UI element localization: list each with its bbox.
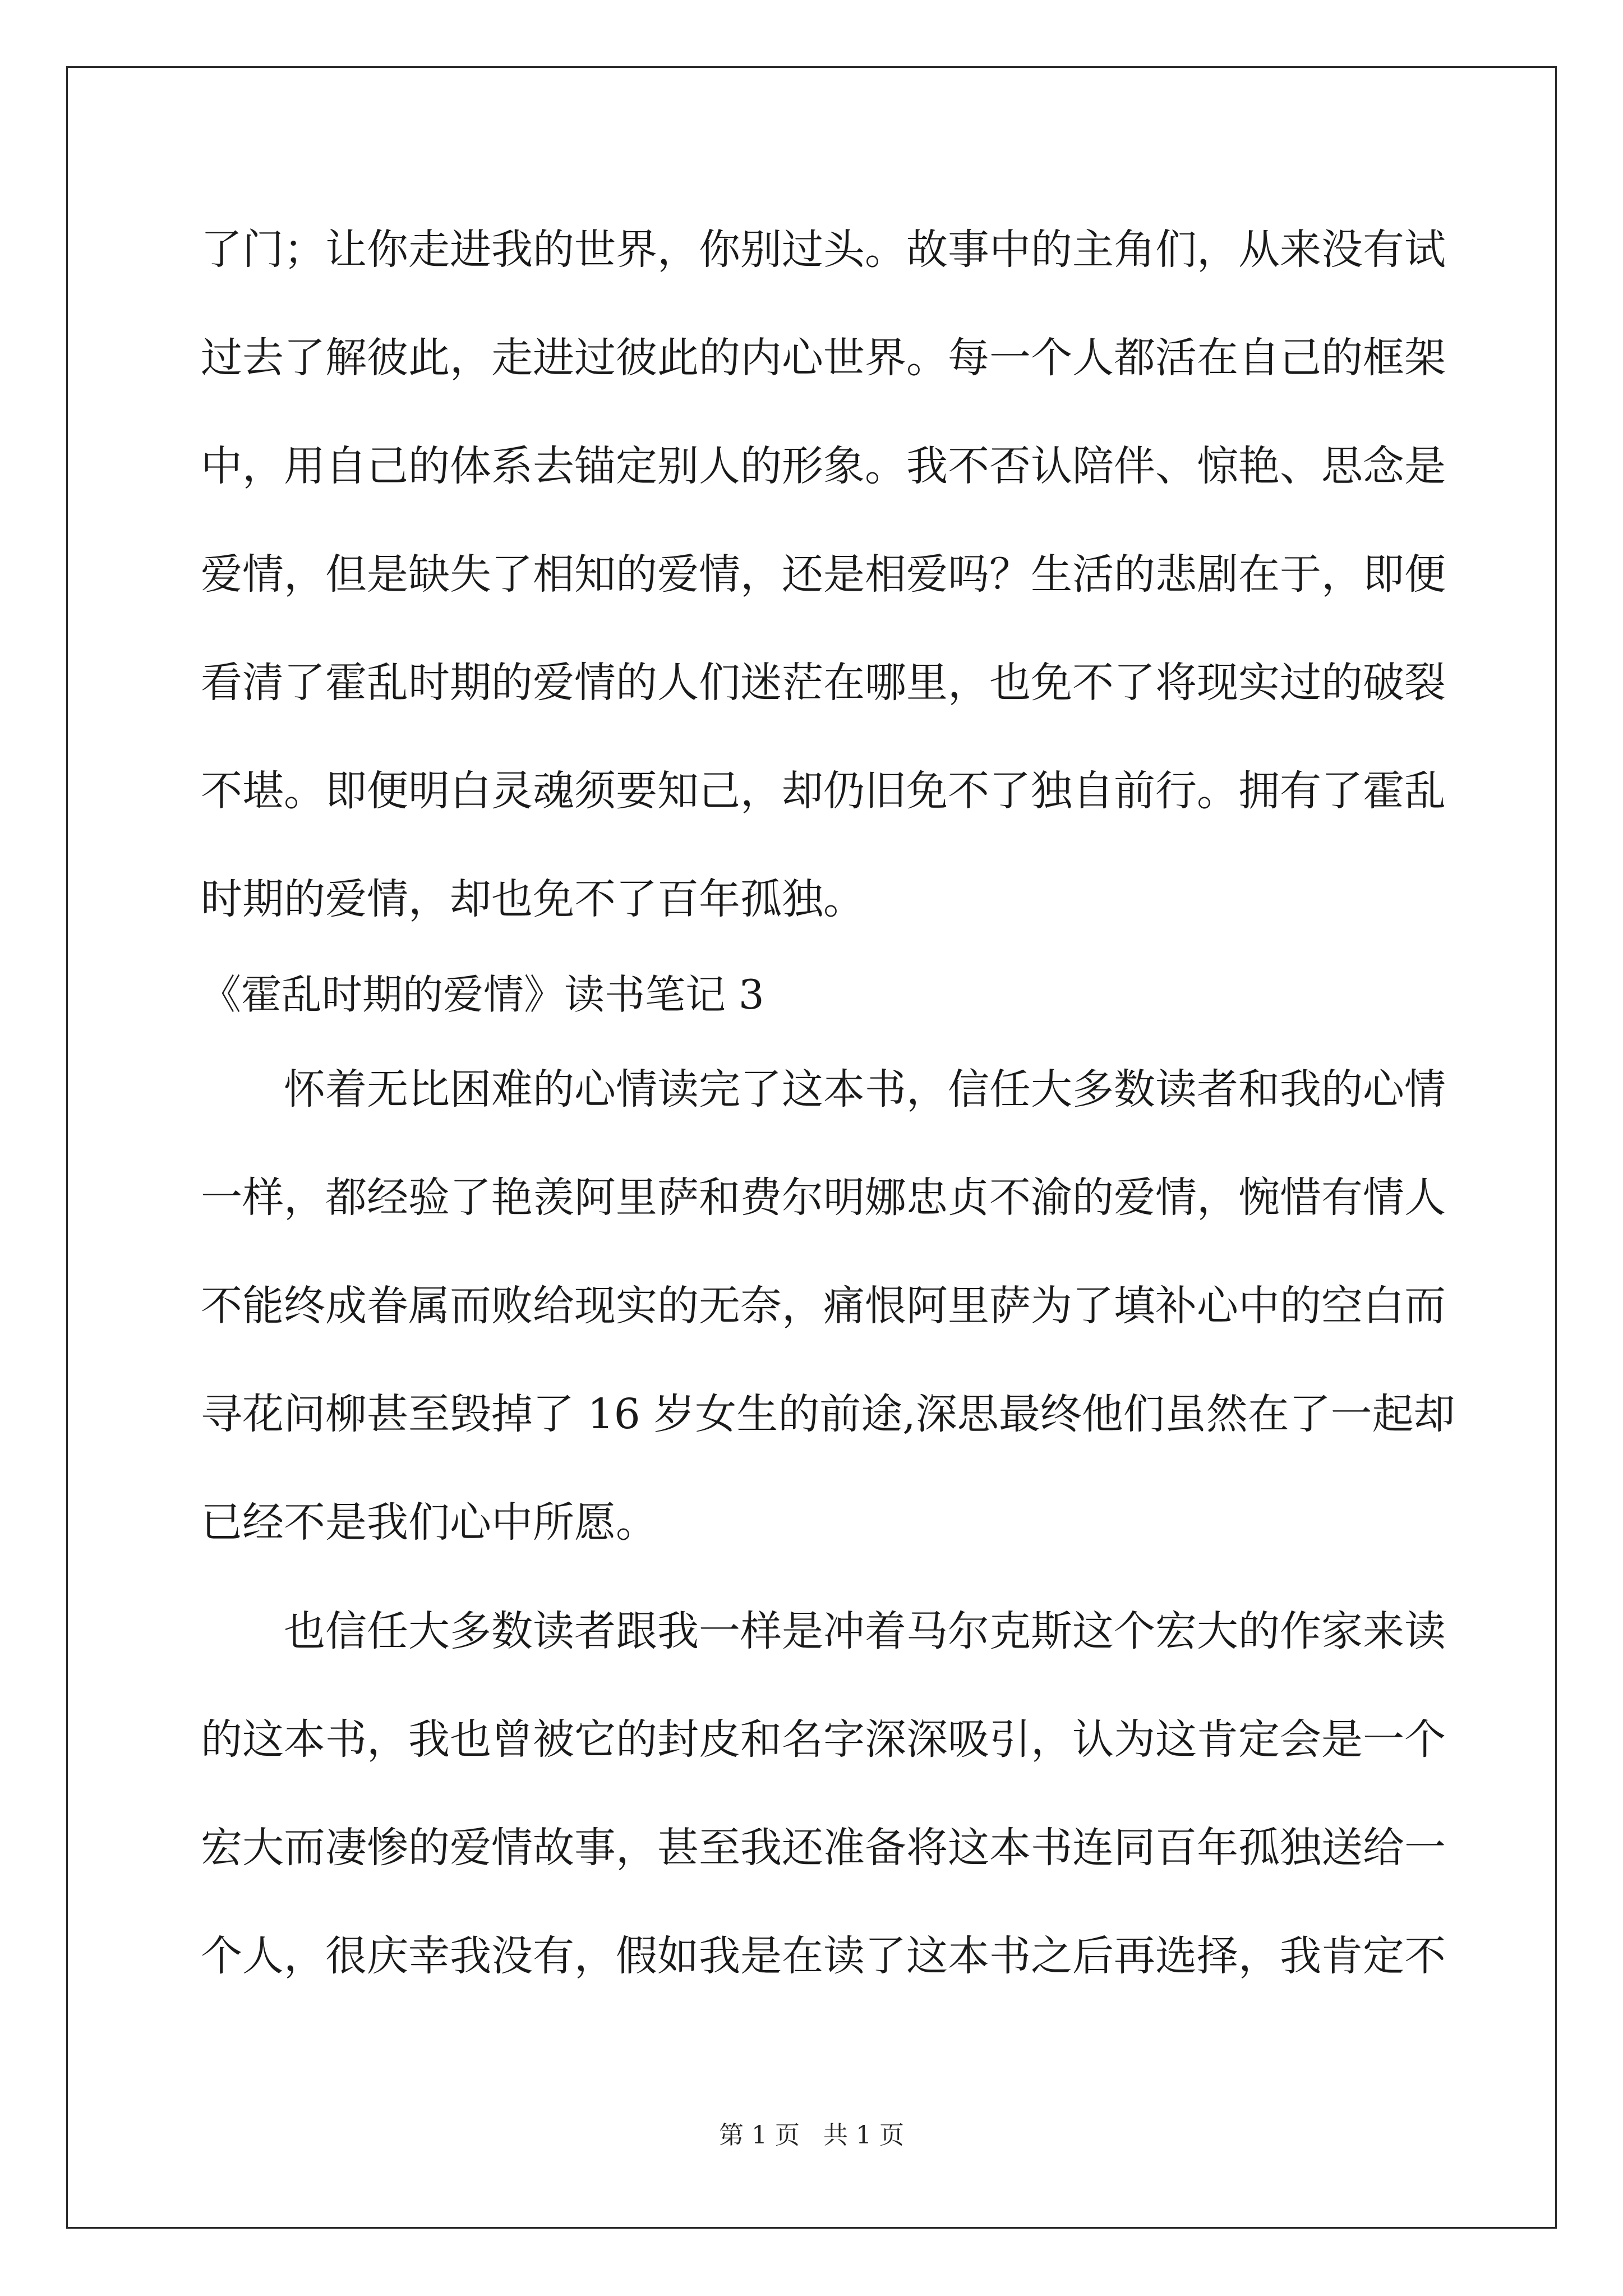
paragraph-1-line-7: 时期的爱情，却也免不了百年孤独。 (201, 875, 865, 923)
paragraph-3-line-3: 宏大而凄惨的爱情故事，甚至我还准备将这本书连同百年孤独送给一 (201, 1824, 1446, 1872)
section-heading: 《霍乱时期的爱情》读书笔记 3 (201, 971, 764, 1018)
paragraph-1-line-3: 中，用自己的体系去锚定别人的形象。我不否认陪伴、惊艳、思念是 (201, 442, 1446, 490)
page-border (66, 66, 1557, 2229)
paragraph-2-line-3: 不能终成眷属而败给现实的无奈，痛恨阿里萨为了填补心中的空白而 (201, 1282, 1446, 1330)
paragraph-2-line-1: 怀着无比困难的心情读完了这本书，信任大多数读者和我的心情 (284, 1065, 1446, 1114)
paragraph-1-line-1: 了门；让你走进我的世界，你别过头。故事中的主角们，从来没有试 (201, 226, 1446, 274)
paragraph-2-line-4: 寻花问柳甚至毁掉了 16 岁女生的前途,深思最终他们虽然在了一起却 (201, 1390, 1455, 1438)
paragraph-1-line-4: 爱情，但是缺失了相知的爱情，还是相爱吗？生活的悲剧在于，即便 (201, 550, 1446, 599)
paragraph-3-line-1: 也信任大多数读者跟我一样是冲着马尔克斯这个宏大的作家来读 (284, 1607, 1446, 1655)
paragraph-1-line-6: 不堪。即便明白灵魂须要知己，却仍旧免不了独自前行。拥有了霍乱 (201, 767, 1446, 815)
paragraph-3-line-4: 个人，很庆幸我没有，假如我是在读了这本书之后再选择，我肯定不 (201, 1932, 1446, 1980)
paragraph-1-line-2: 过去了解彼此，走进过彼此的内心世界。每一个人都活在自己的框架 (201, 334, 1446, 382)
paragraph-1-line-5: 看清了霍乱时期的爱情的人们迷茫在哪里，也免不了将现实过的破裂 (201, 659, 1446, 707)
paragraph-2-line-5: 已经不是我们心中所愿。 (201, 1498, 657, 1547)
paragraph-2-line-2: 一样，都经验了艳羡阿里萨和费尔明娜忠贞不渝的爱情，惋惜有情人 (201, 1174, 1446, 1222)
paragraph-3-line-2: 的这本书，我也曾被它的封皮和名字深深吸引，认为这肯定会是一个 (201, 1715, 1446, 1764)
page-number-footer: 第 1 页 共 1 页 (719, 2121, 904, 2150)
